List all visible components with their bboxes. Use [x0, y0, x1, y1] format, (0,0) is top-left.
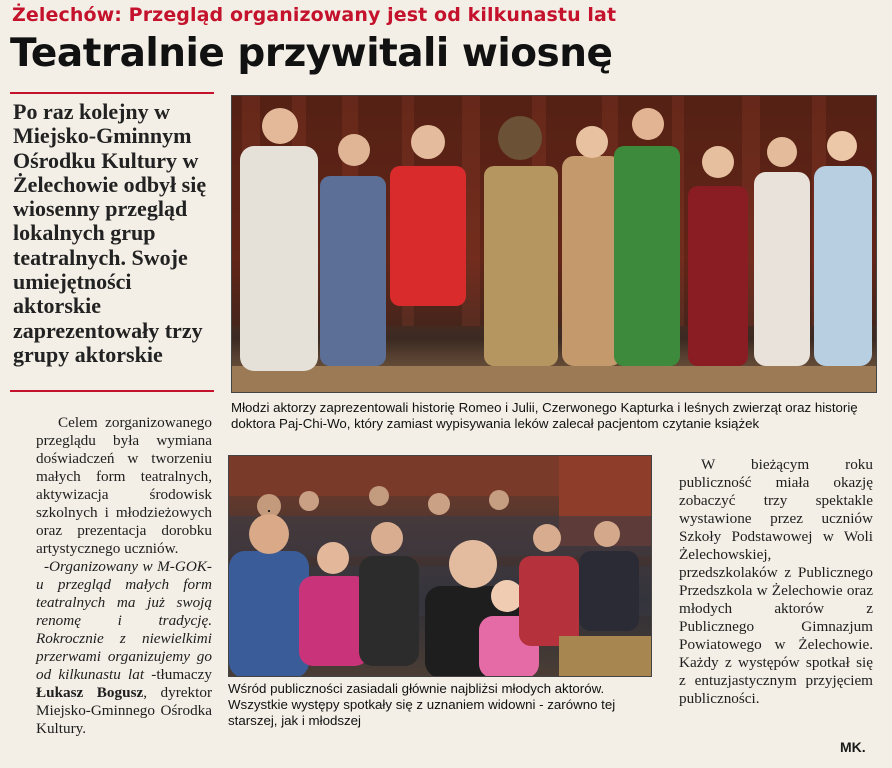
article-body-left — [36, 414, 212, 738]
lead-rule-bottom — [10, 390, 214, 392]
photo1-caption: Młodzi aktorzy zaprezentowali historię Romeo i Julii, Czerwonego Kapturka i leśnych zwierząt oraz historię doktora Paj-Chi-Wo, który zamiast wypisywania leków zalecał pacjentom czytanie książek — [231, 400, 858, 431]
lead-rule-top — [10, 92, 214, 94]
article-kicker: Żelechów: Przegląd organizowany jest od kilkunastu lat — [12, 4, 617, 26]
photo2-caption: Wśród publiczności zasiadali głównie najbliżsi młodych aktorów. Wszystkie występy spotkały się z uznaniem widowni - zarówno tej starszej, jak i młodszej — [228, 681, 616, 728]
article-body-right — [679, 456, 873, 708]
article-lead: Po raz kolejny w Miejsko-Gminnym Ośrodku Kultury w Żelechowie odbył się wiosenny przegląd lokalnych grup teatralnych. Swoje umiejętności aktorskie zaprezentowały trzy grupy aktorskie — [13, 99, 207, 367]
body-paragraph-1: Celem zorganizowanego przeglądu była wymiana doświadczeń w tworzeniu małych form teatralnych, aktywizacja środowisk szkolnych i młodzieżowych oraz prezentacja dorobku artystycznego uczniów. — [36, 414, 212, 557]
photo-audience — [228, 455, 652, 677]
quote-attribution-post: , dyrektor Miejsko-Gminnego Ośrodka Kultury. — [36, 684, 212, 737]
quote-attribution-pre: -tłumaczy — [144, 666, 212, 683]
body-paragraph-quote — [36, 558, 212, 738]
quote-author: Łukasz Bogusz — [36, 684, 144, 701]
quote-text: -Organizowany w M-GOK-u przegląd małych form teatralnych ma już swoją renomę i tradycję. Rokrocznie z niewielkimi przerwami organizujemy go od kilkunastu lat — [36, 558, 212, 683]
body-right-paragraph: W bieżącym roku publiczność miała okazję zobaczyć trzy spektakle wystawione przez uczniów Szkoły Podstawowej w Woli Żelechowskiej, przedszkolaków z Publicznego Przedszkola w Żelechowie oraz młodych aktorów z Publicznego Gimnazjum Powiatowego w Żelechowie. Każdy z występów spotkał się z entuzjastycznym przyjęciem publiczności. — [679, 456, 873, 707]
photo-stage-actors — [231, 95, 877, 393]
article-headline: Teatralnie przywitali wiosnę — [10, 31, 613, 76]
author-signature: MK. — [840, 739, 866, 755]
